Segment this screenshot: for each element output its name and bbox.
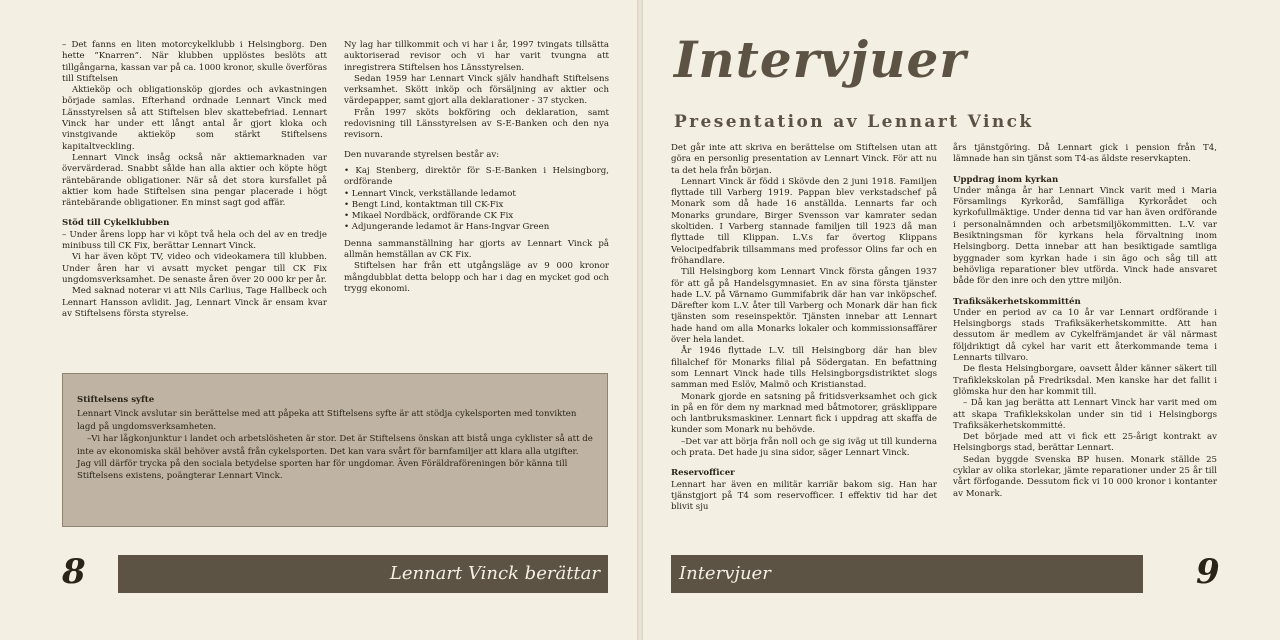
page-subtitle: Presentation av Lennart Vinck — [674, 112, 1034, 132]
paragraph: Med saknad noterar vi att Nils Carlius, Tage Hallbeck och Lennart Hansson avlidit. Jag, Lennart Vinck är ensam kvar av Stiftelsens första styrelse. — [62, 286, 327, 319]
footer-bar — [671, 555, 1143, 593]
box-heading: Stiftelsens syfte — [77, 395, 155, 405]
list-item: • Mikael Nordbäck, ordförande CK Fix — [344, 211, 514, 222]
paragraph: Sedan byggde Svenska BP husen. Monark ställde 25 cyklar av olika storlekar, jämte reparationer under 25 år till vårt förfogande. Dessutom fick vi 10 000 kronor i kontanter av Monark. — [953, 454, 1217, 499]
section-heading: Reservofficer — [671, 468, 735, 479]
page-title: Intervjuer — [674, 30, 967, 89]
list-item: • Kaj Stenberg, direktör för S-E-Banken i Helsingborg, ordförande — [344, 165, 609, 188]
board-intro: Den nuvarande styrelsen består av: — [344, 149, 500, 160]
section-heading: Trafiksäkerhetskommittén — [953, 296, 1081, 307]
right-column-1 — [671, 143, 937, 514]
paragraph: Det går inte att skriva en berättelse om Stiftelsen utan att göra en personlig presentation av Lennart Vinck. För att nu ta det hela från början. — [671, 143, 937, 176]
paragraph: – Under årens lopp har vi köpt två hela och del av en tredje minibuss till CK Fix, berättar Lennart Vinck. — [62, 229, 327, 252]
paragraph: Denna sammanställning har gjorts av Lennart Vinck på allmän hemställan av CK Fix. — [344, 238, 609, 261]
paragraph: Det började med att vi fick ett 25-årigt kontrakt av Helsingborgs stad, berättar Lennart. — [953, 432, 1217, 454]
paragraph: De flesta Helsingborgare, oavsett ålder känner säkert till Trafiklekskolan på Fredriksdal. Men kanske har det fallit i glömska hur den har kommit till. — [953, 364, 1217, 397]
paragraph: Lennart har även en militär karriär bakom sig. Han har tjänstgjort på T4 som reservofficer. I effektiv tid har det blivit sju — [671, 479, 937, 513]
section-heading: Uppdrag inom kyrkan — [953, 174, 1059, 185]
paragraph: Under många år har Lennart Vinck varit med i Maria Församlings Kyrkoråd, Samfälliga Kyrkorådet och kyrkofullmäktige. Under denna tid var han även ordförande i personalnämnden och arbetsmiljökommitten. L.V. var Besiktningsman för kyrkans hela förvaltning inom Helsingborg. Detta innebar att han besiktigade samtliga byggnader som kyrkan hade i sin ägo och såg till att behövliga reparationer blev utförda. Vinck hade ansvaret både för den inre och den yttre miljön. — [953, 185, 1217, 287]
paragraph: Sedan 1959 har Lennart Vinck själv handhaft Stiftelsens verksamhet. Skött inköp och försäljning av aktier och värdepapper, samt gjort alla deklarationer - 37 stycken. — [344, 73, 609, 107]
paragraph: Monark gjorde en satsning på fritidsverksamhet och gick in på en för dem ny marknad med båtmotorer, gräsklippare och lantbruksmaskiner. Lennart fick i uppdrag att skaffa de kunder som Monark nu behövde. — [671, 391, 937, 436]
paragraph: Vi har även köpt TV, video och videokamera till klubben. Under åren har vi avsatt mycket pengar till CK Fix ungdomsverksamhet. De senaste åren över 20 000 kr per år. — [62, 252, 327, 285]
list-item: • Adjungerande ledamot är Hans-Ingvar Green — [344, 222, 550, 233]
paragraph: Från 1997 sköts bokföring och deklaration, samt redovisning till Länsstyrelsen av S-E-Banken och den nya revisorn. — [344, 107, 609, 141]
paragraph: Under en period av ca 10 år var Lennart ordförande i Helsingborgs stads Trafiksäkerhetskommitte. Att han dessutom är medlem av Cykelfrämjandet är väl närmast följdriktigt då cykel har varit ett återkommande tema i Lennarts tillvaro. — [953, 307, 1217, 364]
box-paragraph: Lennart Vinck avslutar sin berättelse med att påpeka att Stiftelsens syfte är att stödja cykelsporten med tonvikten lagd på ungdomsverksamheten. — [77, 409, 577, 432]
paragraph: års tjänstgöring. Då Lennart gick i pension från T4, lämnade han sin tjänst som T4-as äldste reservkapten. — [953, 143, 1217, 165]
left-column-2 — [344, 40, 609, 295]
page-number: 8 — [62, 552, 86, 592]
paragraph: Stiftelsen har från ett utgångsläge av 9 000 kronor mångdubblat detta belopp och har i dag en mycket god och trygg ekonomi. — [344, 261, 609, 294]
page-number: 9 — [1196, 552, 1220, 592]
board-list — [344, 166, 609, 234]
paragraph: År 1946 flyttade L.V. till Helsingborg där han blev filialchef för Monarks filial på Södergatan. En befattning som Lennart Vinck hade tills Helsingborgsdistriktet slogs samman med Eslöv, Malmö och Kristianstad. — [671, 346, 937, 391]
section-heading: Stöd till Cykelklubben — [62, 218, 170, 229]
footer-bar — [118, 555, 608, 593]
footer-title: Intervjuer — [679, 563, 771, 584]
paragraph: Ny lag har tillkommit och vi har i år, 1997 tvingats tillsätta auktoriserad revisor och vi har varit tvungna att inregistrera Stiftelsen hos Länsstyrelsen. — [344, 40, 609, 73]
paragraph: Lennart Vinck är född i Skövde den 2 juni 1918. Familjen flyttade till Varberg 1919. Pappan blev verkstadschef på Monark som då hade 16 anställda. Lennarts far och Monarks grundare, Birger Svensson var kamrater sedan skoltiden. I Varberg stannade familjen till 1923 då man flyttade till Klippan. L.V.s far övertog Klippans Velocipedfabrik tillsammans med professor Olins far och en fröhandlare. — [671, 176, 937, 266]
info-box — [62, 373, 608, 527]
paragraph: Till Helsingborg kom Lennart Vinck första gången 1937 för att gå på Handelsgymnasiet. En av sina första tjänster hade L.V. på Värnamo Gummifabrik där han var inköpschef. Därefter kom L.V. åter till Varberg och Monark där han fick tjänsten som reseinspektör. Tjänsten innebar att Lennart hade hand om alla Monarks lokaler och kommissionsaffärer över hela landet. — [671, 267, 937, 346]
list-item: • Lennart Vinck, verkställande ledamot — [344, 188, 516, 199]
paragraph: –Det var att börja från noll och ge sig iväg ut till kunderna och prata. Det hade ju sina sidor, säger Lennart Vinck. — [671, 436, 937, 459]
paragraph: Aktieköp och obligationsköp gjordes och avkastningen började samlas. Efterhand ordnade Lennart Vinck med Länsstyrelsen så att Stiftelsen blev skattebefriad. Lennart Vinck har under ett långt antal år gjort kloka och vinstgivande aktieköp som stärkt Stiftelsens kapitaltveckling. — [62, 85, 327, 152]
right-column-2 — [953, 143, 1217, 500]
paragraph: – Det fanns en liten motorcykelklubb i Helsingborg. Den hette ”Knarren”. När klubben upplöstes beslöts att tillgångarna, kassan var på ca. 1000 kronor, skulle överföras till Stiftelsen — [62, 40, 327, 84]
footer-title: Lennart Vinck berättar — [389, 563, 600, 584]
list-item: • Bengt Lind, kontaktman till CK-Fix — [344, 199, 504, 210]
paragraph: – Då kan jag berätta att Lennart Vinck har varit med om att skapa Trafiklekskolan under sin tid i Helsingborgs Trafiksäkerhetskommitté. — [953, 398, 1217, 431]
box-paragraph: –Vi har lågkonjunktur i landet och arbetslösheten är stor. Det är Stiftelsens önskan att bistå unga cyklister så att de inte av ekonomiska skäl behöver avstå från cykelsporten. Det kan vara svårt för barnfamiljer att klara alla utgifter. Jag vill därför trycka på den sociala betydelse sporten har för ungdomar. Även Föräldraföreningen bör känna till Stiftelsens existens, poängterar Lennart Vinck. — [77, 434, 593, 482]
left-page — [0, 0, 637, 640]
paragraph: Lennart Vinck insåg också när aktiemarknaden var övervärderad. Snabbt sålde han alla aktier och köpte högt räntebärande obligationer. När så det stora kursfallet på aktier kom hade Stiftelsen sina pengar placerade i högt räntebärande obligationer. En minst sagt god affär. — [62, 152, 327, 209]
left-column-1 — [62, 40, 327, 320]
